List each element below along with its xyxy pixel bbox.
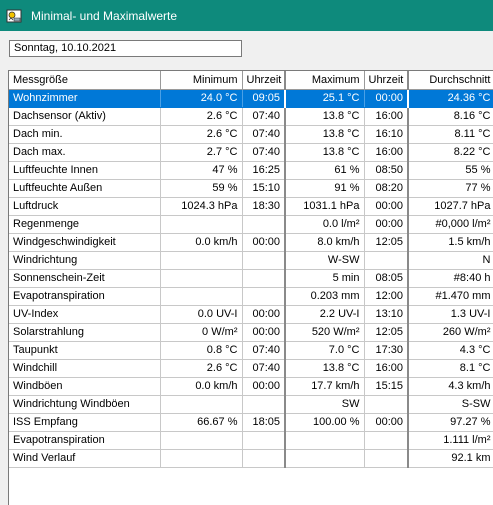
cell-minimum: 2.7 °C [160, 143, 242, 161]
cell-maximum: 13.8 °C [285, 107, 364, 125]
cell-average: 8.16 °C [408, 107, 493, 125]
cell-maximum: 25.1 °C [285, 89, 364, 107]
cell-min-time: 00:00 [242, 377, 285, 395]
cell-average: 1.111 l/m² [408, 431, 493, 449]
cell-min-time [242, 287, 285, 305]
cell-min-time [242, 215, 285, 233]
cell-minimum: 47 % [160, 161, 242, 179]
cell-minimum: 24.0 °C [160, 89, 242, 107]
cell-name: Dachsensor (Aktiv) [9, 107, 160, 125]
table-row[interactable] [9, 107, 493, 125]
title-bar [0, 0, 493, 31]
cell-maximum: 13.8 °C [285, 359, 364, 377]
window-title: Minimal- und Maximalwerte [31, 8, 178, 23]
cell-minimum [160, 287, 242, 305]
cell-name: Windböen [9, 377, 160, 395]
cell-average: 4.3 km/h [408, 377, 493, 395]
cell-maximum: 520 W/m² [285, 323, 364, 341]
table-row[interactable] [9, 197, 493, 215]
cell-average: 8.22 °C [408, 143, 493, 161]
cell-average: #1.470 mm [408, 287, 493, 305]
cell-max-time: 16:00 [364, 143, 408, 161]
cell-max-time [364, 449, 408, 467]
cell-name: Windrichtung Windböen [9, 395, 160, 413]
cell-min-time [242, 251, 285, 269]
table-row[interactable] [9, 287, 493, 305]
cell-max-time: 00:00 [364, 89, 408, 107]
table-row[interactable] [9, 179, 493, 197]
column-header-messgroesse[interactable]: Messgröße [9, 71, 160, 89]
cell-min-time: 00:00 [242, 305, 285, 323]
cell-maximum: 91 % [285, 179, 364, 197]
cell-name: Taupunkt [9, 341, 160, 359]
cell-min-time [242, 395, 285, 413]
cell-maximum: 61 % [285, 161, 364, 179]
table-row[interactable] [9, 377, 493, 395]
table-row[interactable] [9, 143, 493, 161]
cell-name: Luftfeuchte Außen [9, 179, 160, 197]
cell-name: Wind Verlauf [9, 449, 160, 467]
cell-min-time: 07:40 [242, 359, 285, 377]
values-table[interactable] [8, 70, 493, 505]
cell-max-time: 16:00 [364, 359, 408, 377]
cell-minimum: 2.6 °C [160, 107, 242, 125]
cell-name: Dach max. [9, 143, 160, 161]
cell-minimum [160, 431, 242, 449]
table-row[interactable] [9, 215, 493, 233]
cell-min-time [242, 269, 285, 287]
cell-max-time: 16:10 [364, 125, 408, 143]
table-header [9, 71, 493, 89]
table-row[interactable] [9, 341, 493, 359]
cell-maximum: 17.7 km/h [285, 377, 364, 395]
cell-minimum: 0.0 UV-I [160, 305, 242, 323]
cell-average: N [408, 251, 493, 269]
cell-maximum: 2.2 UV-I [285, 305, 364, 323]
cell-max-time: 12:05 [364, 233, 408, 251]
cell-max-time: 13:10 [364, 305, 408, 323]
table-row[interactable] [9, 269, 493, 287]
cell-name: Windchill [9, 359, 160, 377]
cell-average: 92.1 km [408, 449, 493, 467]
cell-min-time: 07:40 [242, 107, 285, 125]
cell-average: 97.27 % [408, 413, 493, 431]
cell-min-time: 09:05 [242, 89, 285, 107]
cell-minimum [160, 215, 242, 233]
cell-maximum: 8.0 km/h [285, 233, 364, 251]
cell-average: 1.3 UV-I [408, 305, 493, 323]
cell-minimum: 59 % [160, 179, 242, 197]
cell-minimum: 2.6 °C [160, 125, 242, 143]
column-header-maximum[interactable]: Maximum [285, 71, 364, 89]
cell-max-time: 12:05 [364, 323, 408, 341]
cell-min-time [242, 449, 285, 467]
table-row[interactable] [9, 161, 493, 179]
cell-max-time: 08:20 [364, 179, 408, 197]
cell-name: Windgeschwindigkeit [9, 233, 160, 251]
table-row[interactable] [9, 251, 493, 269]
cell-name: Solarstrahlung [9, 323, 160, 341]
weather-station-icon [6, 8, 22, 24]
cell-max-time [364, 431, 408, 449]
cell-max-time [364, 251, 408, 269]
column-header-durchschnitt[interactable]: Durchschnitt [408, 71, 493, 89]
cell-average: 8.1 °C [408, 359, 493, 377]
cell-maximum: W-SW [285, 251, 364, 269]
table-row[interactable] [9, 233, 493, 251]
column-header-uhrzeit-min[interactable]: Uhrzeit [242, 71, 285, 89]
table-row[interactable] [9, 323, 493, 341]
cell-name: Evapotranspiration [9, 431, 160, 449]
cell-maximum: 0.203 mm [285, 287, 364, 305]
cell-average: #0,000 l/m² [408, 215, 493, 233]
cell-average: 1027.7 hPa [408, 197, 493, 215]
cell-average: 4.3 °C [408, 341, 493, 359]
column-header-uhrzeit-max[interactable]: Uhrzeit [364, 71, 408, 89]
cell-maximum: 7.0 °C [285, 341, 364, 359]
cell-max-time: 08:05 [364, 269, 408, 287]
cell-min-time: 00:00 [242, 233, 285, 251]
cell-maximum: 13.8 °C [285, 143, 364, 161]
cell-max-time: 00:00 [364, 215, 408, 233]
cell-minimum [160, 251, 242, 269]
cell-min-time: 18:30 [242, 197, 285, 215]
cell-min-time: 18:05 [242, 413, 285, 431]
table-row[interactable] [9, 413, 493, 431]
cell-average: 77 % [408, 179, 493, 197]
table-row[interactable] [9, 359, 493, 377]
cell-name: ISS Empfang [9, 413, 160, 431]
table-row[interactable] [9, 431, 493, 449]
cell-minimum: 66.67 % [160, 413, 242, 431]
cell-name: Luftfeuchte Innen [9, 161, 160, 179]
cell-min-time: 15:10 [242, 179, 285, 197]
table-row[interactable] [9, 395, 493, 413]
cell-min-time: 07:40 [242, 143, 285, 161]
cell-name: Luftdruck [9, 197, 160, 215]
table-row[interactable] [9, 305, 493, 323]
cell-minimum: 2.6 °C [160, 359, 242, 377]
cell-name: Sonnenschein-Zeit [9, 269, 160, 287]
cell-maximum: 5 min [285, 269, 364, 287]
cell-average: S-SW [408, 395, 493, 413]
cell-maximum: 1031.1 hPa [285, 197, 364, 215]
table-row[interactable] [9, 449, 493, 467]
cell-maximum: 100.00 % [285, 413, 364, 431]
cell-minimum [160, 449, 242, 467]
cell-name: UV-Index [9, 305, 160, 323]
cell-min-time: 07:40 [242, 341, 285, 359]
cell-average: 55 % [408, 161, 493, 179]
cell-average: #8:40 h [408, 269, 493, 287]
cell-minimum: 0.0 km/h [160, 377, 242, 395]
cell-name: Regenmenge [9, 215, 160, 233]
cell-minimum [160, 269, 242, 287]
cell-average: 1.5 km/h [408, 233, 493, 251]
cell-maximum: 13.8 °C [285, 125, 364, 143]
cell-max-time: 00:00 [364, 413, 408, 431]
cell-max-time: 08:50 [364, 161, 408, 179]
cell-max-time: 12:00 [364, 287, 408, 305]
cell-min-time [242, 431, 285, 449]
cell-minimum: 1024.3 hPa [160, 197, 242, 215]
cell-average: 260 W/m² [408, 323, 493, 341]
cell-minimum: 0.8 °C [160, 341, 242, 359]
cell-name: Wohnzimmer [9, 89, 160, 107]
cell-max-time: 16:00 [364, 107, 408, 125]
cell-max-time: 00:00 [364, 197, 408, 215]
cell-maximum: SW [285, 395, 364, 413]
cell-max-time: 15:15 [364, 377, 408, 395]
table-row[interactable] [9, 125, 493, 143]
cell-min-time: 07:40 [242, 125, 285, 143]
cell-maximum [285, 449, 364, 467]
cell-name: Windrichtung [9, 251, 160, 269]
cell-max-time: 17:30 [364, 341, 408, 359]
table-row[interactable] [9, 89, 493, 107]
cell-name: Dach min. [9, 125, 160, 143]
cell-minimum [160, 395, 242, 413]
cell-minimum: 0 W/m² [160, 323, 242, 341]
cell-min-time: 00:00 [242, 323, 285, 341]
cell-minimum: 0.0 km/h [160, 233, 242, 251]
date-field[interactable]: Sonntag, 10.10.2021 [9, 40, 242, 57]
cell-max-time [364, 395, 408, 413]
cell-name: Evapotranspiration [9, 287, 160, 305]
cell-average: 8.11 °C [408, 125, 493, 143]
cell-maximum [285, 431, 364, 449]
cell-average: 24.36 °C [408, 89, 493, 107]
cell-min-time: 16:25 [242, 161, 285, 179]
cell-maximum: 0.0 l/m² [285, 215, 364, 233]
column-header-minimum[interactable]: Minimum [160, 71, 242, 89]
